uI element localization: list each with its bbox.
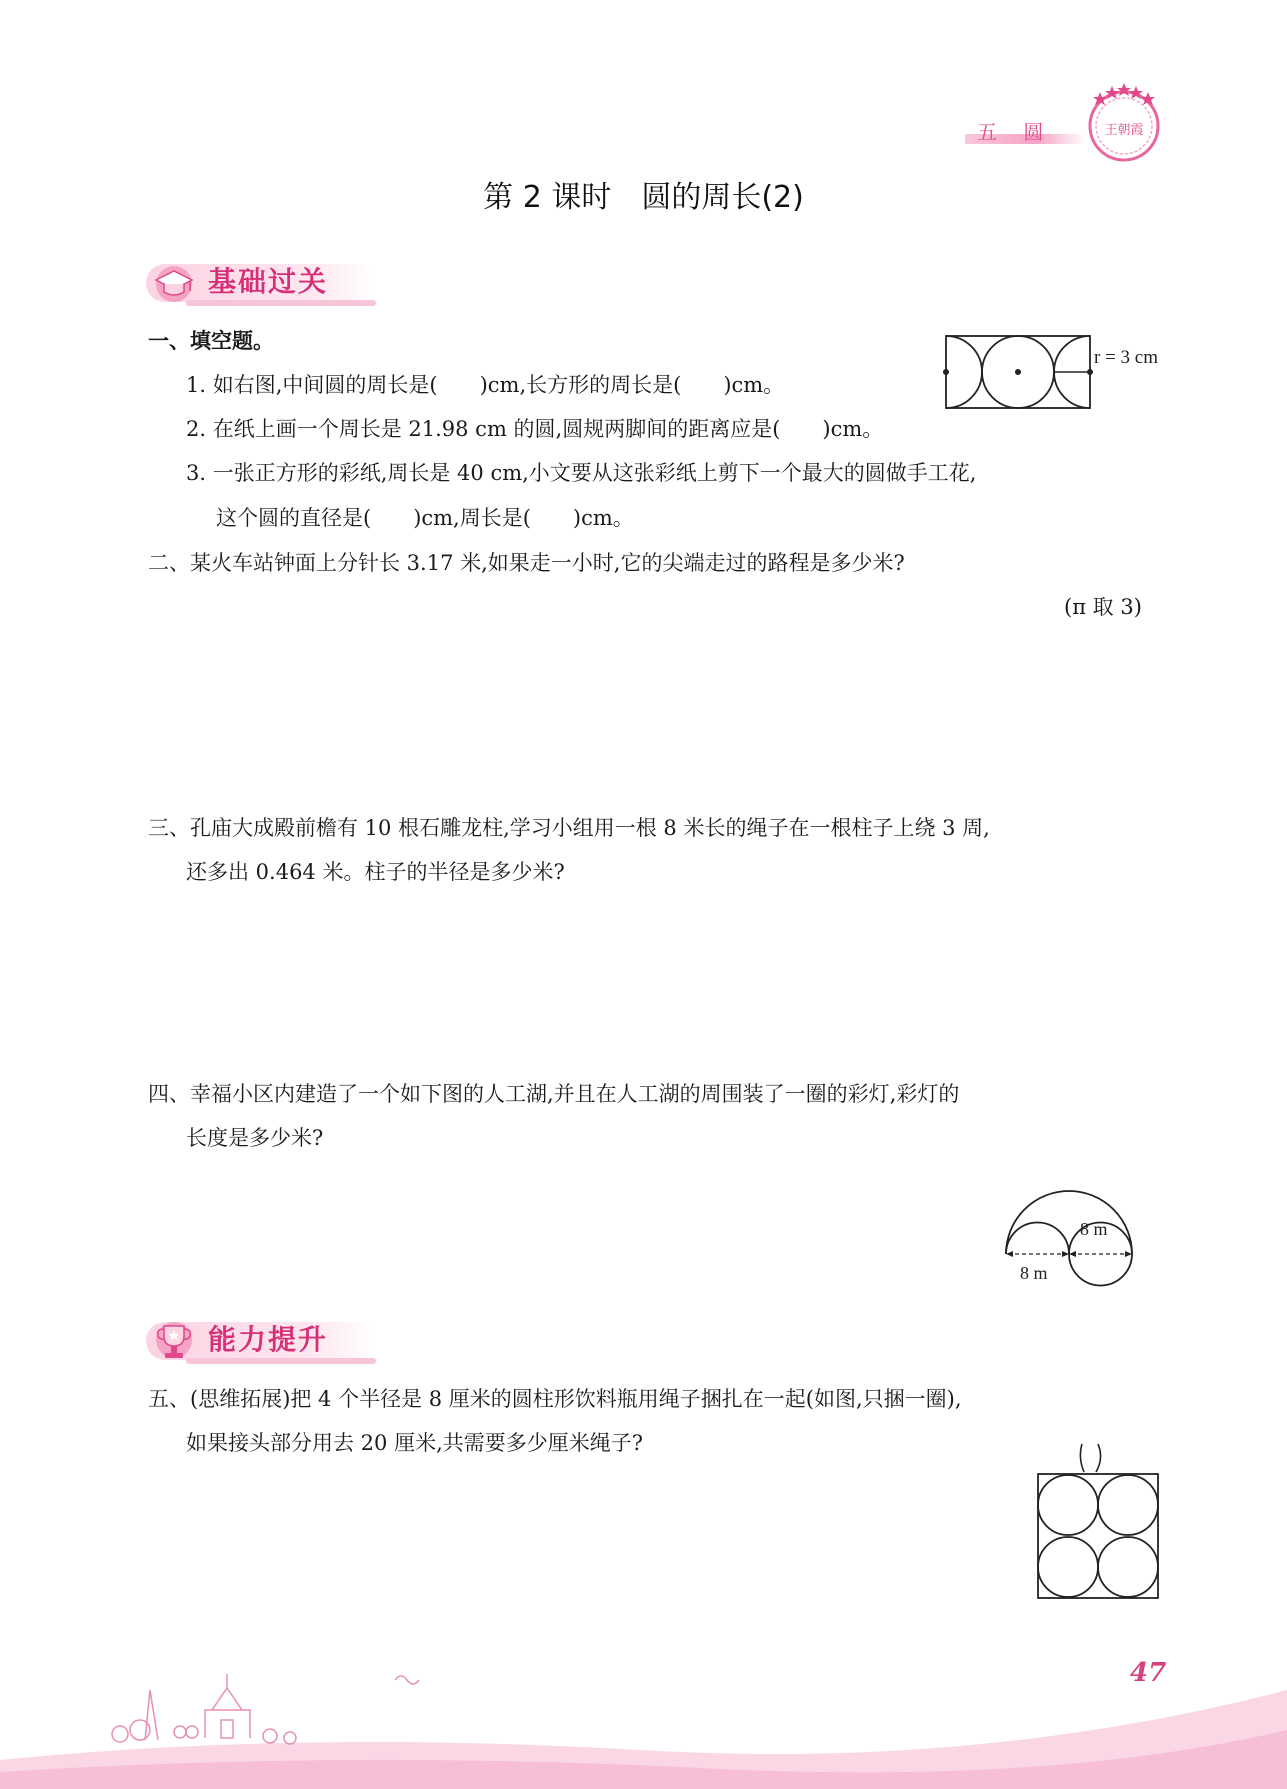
q2-text: 二、某火车站钟面上分针长 3.17 米,如果走一小时,它的尖端走过的路程是多少米?: [148, 551, 905, 575]
section-header-advanced: [146, 1316, 386, 1364]
graduation-cap-icon: [150, 260, 200, 304]
q4-line1: 四、幸福小区内建造了一个如下图的人工湖,并且在人工湖的周围装了一圈的彩灯,彩灯的: [148, 1082, 960, 1106]
q1-rectangle-circles-figure: [940, 330, 1180, 414]
page-number: 47: [1130, 1658, 1167, 1688]
publisher-badge-icon: [1080, 78, 1168, 166]
q4-label-left: 8 m: [1020, 1263, 1048, 1283]
q1-item-2: 2. 在纸上画一个周长是 21.98 cm 的圆,圆规两脚间的距离应是( )cm。: [186, 417, 884, 441]
q5-line2: 如果接头部分用去 20 厘米,共需要多少厘米绳子?: [186, 1431, 644, 1455]
q1-item-1: 1. 如右图,中间圆的周长是( )cm,长方形的周长是( )cm。: [186, 373, 785, 397]
q4-lake-figure: [998, 1178, 1148, 1290]
q1-figure-label: r = 3 cm: [1094, 347, 1159, 368]
q3-line2: 还多出 0.464 米。柱子的半径是多少米?: [186, 860, 565, 884]
section-title-basic: 基础过关: [208, 265, 329, 298]
section-header-basic: [146, 258, 386, 306]
section-title-advanced: 能力提升: [208, 1323, 329, 1356]
chapter-tag-text: 五 圆: [977, 120, 1054, 144]
q1-heading: 一、填空题。: [148, 329, 274, 353]
badge-text: 王朝霞: [1104, 123, 1144, 138]
chapter-tag: [965, 118, 1085, 146]
q5-four-bottles-figure: [1030, 1440, 1166, 1606]
q5-line1: 五、(思维拓展)把 4 个半径是 8 厘米的圆柱形饮料瓶用绳子捆扎在一起(如图,只捆一圈),: [148, 1387, 962, 1411]
q1-item-3-line2: 这个圆的直径是( )cm,周长是( )cm。: [216, 506, 634, 530]
q4-label-right: 8 m: [1080, 1219, 1108, 1239]
q1-item-3-line1: 3. 一张正方形的彩纸,周长是 40 cm,小文要从这张彩纸上剪下一个最大的圆做手工花,: [186, 461, 977, 485]
q4-line2: 长度是多少米?: [186, 1126, 324, 1150]
trophy-icon: [150, 1318, 200, 1362]
q2-note: (π 取 3): [1064, 595, 1142, 619]
castle-icon: [112, 1674, 419, 1744]
page-title: 第 2 课时 圆的周长(2): [483, 180, 804, 215]
footer-decoration: [0, 1650, 1287, 1789]
q3-line1: 三、孔庙大成殿前檐有 10 根石雕龙柱,学习小组用一根 8 米长的绳子在一根柱子上绕 3 周,: [148, 816, 990, 840]
